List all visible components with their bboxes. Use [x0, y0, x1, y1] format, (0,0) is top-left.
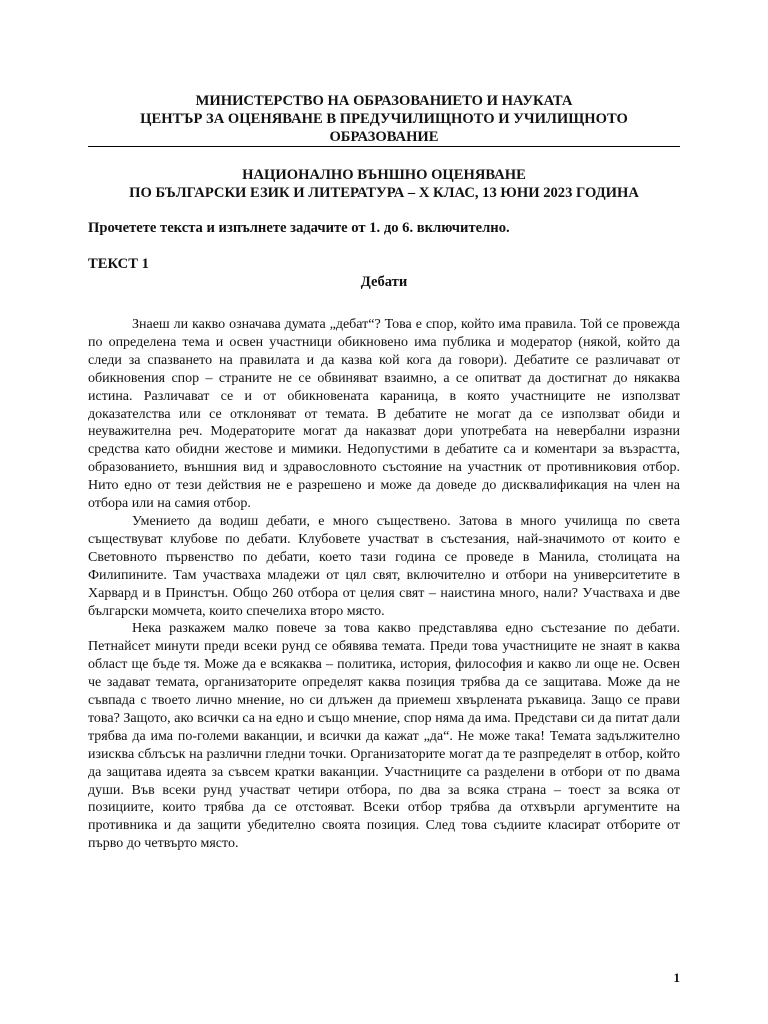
header-divider — [88, 146, 680, 147]
exam-title-line-2: ПО БЪЛГАРСКИ ЕЗИК И ЛИТЕРАТУРА – X КЛАС, 13 ЮНИ 2023 ГОДИНА — [129, 185, 639, 201]
text-body — [88, 316, 680, 853]
document-header — [88, 92, 680, 146]
instruction: Прочетете текста и изпълнете задачите от 1. до 6. включително. — [88, 220, 510, 236]
text-label: ТЕКСТ 1 — [88, 256, 149, 272]
paragraph: Знаеш ли какво означава думата „дебат“? Това е спор, който има правила. Той се провежда по определена тема и освен участници обикновено има публика и модератор (някой, който да следи за спазването на правилата и да казва кой кога да говори). Дебатите се различават от обикновения спор – страните не се обвиняват взаимно, а се опитват да достигнат до някаква истина. Различават се и от обикновената караница, в която участниците не използват доказателства или се отклоняват от темата. В дебатите не могат да се използват обиди и неуважителна реч. Модераторите могат да наказват дори употребата на невербални изразни средства като обидни жестове и мимики. Недопустими в дебатите са и коментари за възрастта, образованието, външния вид и здравословното състояние на участник от противниковия отбор. Нито едно от тези действия не е разрешено и може да доведе до дисквалификация на член на отбора или на самия отбор. — [88, 317, 680, 512]
center-name: ЦЕНТЪР ЗА ОЦЕНЯВАНЕ В ПРЕДУЧИЛИЩНОТО И УЧИЛИЩНОТО ОБРАЗОВАНИЕ — [140, 111, 628, 145]
exam-title-line-1: НАЦИОНАЛНО ВЪНШНО ОЦЕНЯВАНЕ — [242, 167, 526, 183]
paragraph: Нека разкажем малко повече за това какво представлява едно състезание по дебати. Петнайсет минути преди всеки рунд се обявява темата. Преди това участниците не знаят в каква област ще бъде тя. Може да е всякаква – политика, история, философия и какво ли още не. Освен че задават темата, организаторите определят каква позиция трябва да се защитава. Може да не съвпада с твоето лично мнение, но си длъжен да приемеш хвърлената ръкавица. Защо се прави това? Защото, ако всички са на едно и също мнение, спор няма да има. Представи си да питат дали трябва да има по-големи ваканции, и всички да кажат „да“. Не може така! Темата задължително изисква сблъсък на различни гледни точки. Организаторите могат да те разпределят в отбор, който да защитава идеята за съвсем кратки ваканции. Участниците са разделени в отбори от по двама души. Във всеки рунд участват четири отбора, по два за всяка страна – тоест за всяка от позициите, които трябва да се отстояват. Всеки отбор трябва да отхвърли аргументите на противника и да защити убедително своята позиция. След това съдиите класират отборите от първо до четвърто място. — [88, 621, 680, 852]
exam-title — [88, 166, 680, 202]
paragraph: Умението да водиш дебати, е много съществено. Затова в много училища по света съществуват клубове по дебати. Клубовете участват в състезания, най-значимото от които е Световното първенство по дебати, което тази година се проведе в Манила, столицата на Филипините. Там участваха младежи от цял свят, включително и отбори на университетите в Харвард и в Принстън. Общо 260 отбора от целия свят – наистина много, нали? Участваха и две български момчета, които спечелиха второ място. — [88, 513, 680, 619]
page-number: 1 — [673, 970, 680, 985]
text-title: Дебати — [360, 274, 408, 290]
ministry-name: МИНИСТЕРСТВО НА ОБРАЗОВАНИЕТО И НАУКАТА — [195, 93, 573, 109]
